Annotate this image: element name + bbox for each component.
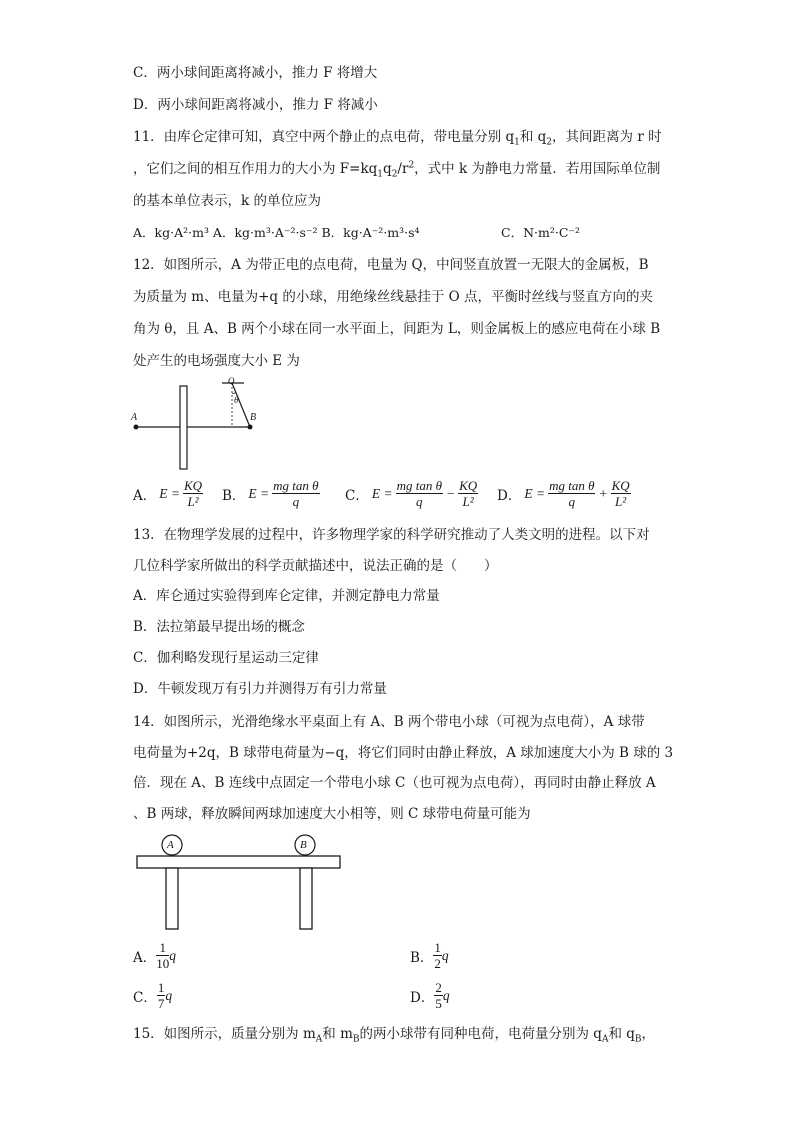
q12-opt-c-op: −: [445, 485, 456, 501]
q14-opt-d-frac: [434, 980, 443, 1011]
q15-sub-ma: A: [315, 1034, 323, 1045]
q11-sub-2: 2: [546, 137, 553, 148]
q11-text-1a: 11．由库仑定律可知，真空中两个静止的点电荷，带电量分别 q: [133, 129, 515, 145]
q15-text-c: 的两小球带有同种电荷，电荷量分别为 q: [359, 1026, 602, 1042]
q15-text-e: ，: [641, 1026, 655, 1042]
q15-text-d: 和 q: [608, 1026, 635, 1042]
q12-line-3: 角为 θ，且 A、B 两个小球在同一水平面上，间距为 L，则金属板上的感应电荷在小球 B: [133, 321, 661, 337]
fig12-label-theta: θ: [234, 395, 239, 405]
q14-opt-b-label: B．: [410, 949, 434, 966]
q14-opt-d-num: 2: [435, 980, 442, 995]
q15-sub-mb: B: [352, 1034, 360, 1045]
q15-text-b: 和 m: [322, 1026, 353, 1042]
q14-opt-b-var: q: [441, 947, 449, 963]
q14-opt-b-frac: [433, 940, 442, 971]
q14-option-c: [133, 980, 172, 1011]
q12-opt-c-label: C．: [345, 487, 369, 504]
q11-text-2c: ，式中 k 为静电力常量．若用国际单位制: [414, 161, 661, 177]
q14-line-2: 电荷量为+2q，B 球带电荷量为−q，将它们同时由静止释放，A 球加速度大小为 B 球的 3: [133, 745, 674, 761]
q12-opt-d-op: +: [598, 485, 608, 501]
q11-option-c: C．N·m²·C⁻²: [501, 225, 580, 240]
q12-line-4: 处产生的电场强度大小 E 为: [133, 353, 300, 369]
q12-opt-c-lhs: E =: [371, 485, 393, 501]
table-leg-left: [166, 868, 178, 929]
q14-opt-a-num: 1: [156, 940, 169, 956]
q10-option-d: D．两小球间距离将减小，推力 F 将减小: [133, 97, 378, 113]
q12-opt-d-lhs: E =: [524, 485, 546, 501]
q12-opt-b-label: B．: [222, 487, 246, 504]
q12-opt-a-den: L²: [187, 494, 199, 509]
q12-opt-d-num2: KQ: [611, 478, 630, 493]
q12-opt-b-num: mg tan θ: [273, 478, 319, 493]
q13-option-a: A．库仑通过实验得到库仑定律，并测定静电力常量: [133, 588, 440, 604]
q12-opt-a-label: A．: [133, 487, 157, 504]
q14-line-4: 、B 两球，释放瞬间两球加速度大小相等，则 C 球带电荷量可能为: [133, 806, 531, 822]
q12-opt-a-lhs: E =: [159, 485, 180, 501]
q14-opt-d-var: q: [442, 987, 450, 1003]
fig12-label-b: B: [250, 412, 257, 423]
q14-opt-d-label: D．: [410, 989, 435, 1006]
q14-opt-a-var: q: [169, 947, 176, 963]
q10-option-c: C．两小球间距离将减小，推力 F 将增大: [133, 65, 378, 81]
q11-text-1c: ，其间距离为 r 时: [552, 129, 662, 145]
q15-text-a: 15．如图所示，质量分别为 m: [133, 1026, 316, 1042]
q14-opt-c-label: C．: [133, 989, 157, 1006]
q12-opt-d-den: q: [568, 494, 575, 509]
q11-sup-1: 2: [408, 160, 415, 171]
q15-sub-qb: B: [634, 1034, 642, 1045]
q14-opt-c-den: 7: [157, 996, 165, 1011]
q14-opt-a-frac: [156, 940, 169, 971]
q11-options: A．kg·A²·m³ A．kg·m³·A⁻²·s⁻² B．kg·A⁻²·m³·s⁴: [133, 225, 420, 240]
q15-sub-qa: A: [601, 1034, 609, 1045]
q12-opt-c-num: mg tan θ: [396, 478, 442, 493]
q14-opt-b-den: 2: [434, 956, 441, 971]
q11-text-1b: 和 q: [519, 129, 547, 145]
q12-line-2: 为质量为 m、电量为+q 的小球，用绝缘丝线悬挂于 O 点，平衡时丝线与竖直方向的夹: [133, 289, 653, 305]
q11-line-3: 的基本单位表示，k 的单位应为: [133, 193, 321, 209]
q12-opt-d-num: mg tan θ: [549, 478, 595, 493]
q14-opt-a-den: 10: [156, 956, 170, 971]
q11-text-2a: ，它们之间的相互作用力的大小为 F=kq: [133, 161, 378, 177]
q12-opt-c-num2: KQ: [459, 478, 478, 493]
q13-line-1: 13．在物理学发展的过程中，许多物理学家的科学研究推动了人类文明的进程。以下对: [133, 527, 650, 543]
q14-opt-d-den: 5: [435, 996, 442, 1011]
table-top: [137, 856, 340, 868]
q12-opt-d-label: D．: [497, 487, 522, 504]
q11-line-2: ，它们之间的相互作用力的大小为 $F=kq_1q_2/r^2$，式中 k 为静电力常量．若用国际单位制: [133, 160, 661, 180]
q11-sub-1: 1: [514, 137, 520, 148]
fig12-label-o: O: [228, 376, 235, 386]
q13-option-b: B．法拉第最早提出场的概念: [133, 619, 305, 635]
q11-text-2b: /r: [397, 161, 409, 177]
q11-sub-4: 2: [391, 169, 398, 180]
q14-opt-c-frac: [157, 980, 166, 1011]
fig12-label-a: A: [131, 412, 138, 423]
q14-opt-c-num: 1: [157, 980, 165, 995]
q12-opt-a-num: KQ: [183, 478, 203, 493]
table-leg-right: [300, 868, 312, 929]
fig14-label-a: A: [167, 839, 174, 851]
q12-opt-c-den: q: [416, 494, 423, 509]
q14-line-1: 14．如图所示，光滑绝缘水平桌面上有 A、B 两个带电小球（可视为点电荷），A 球带: [133, 714, 645, 730]
q12-opt-d-den2: L²: [615, 494, 627, 509]
q14-line-3: 倍．现在 A、B 连线中点固定一个带电小球 C（也可视为点电荷），再同时由静止释放 A: [133, 775, 656, 791]
q14-opt-b-num: 1: [434, 940, 441, 955]
q12-opt-c-den2: L²: [462, 494, 474, 509]
q13-option-c: C．伽利略发现行星运动三定律: [133, 650, 319, 666]
q14-option-a: [133, 940, 176, 971]
q14-option-b: [410, 940, 449, 971]
q15-line-1: [133, 1025, 655, 1043]
q14-opt-c-var: q: [165, 987, 173, 1003]
fig14-label-b: B: [300, 839, 307, 851]
q12-line-1: 12．如图所示，A 为带正电的点电荷，电量为 Q，中间竖直放置一无限大的金属板，B: [133, 257, 649, 273]
q12-opt-b-lhs: E =: [248, 485, 270, 501]
q14-option-d: [410, 980, 450, 1011]
q14-opt-a-label: A．: [133, 949, 157, 966]
q13-option-d: D．牛顿发现万有引力并测得万有引力常量: [133, 681, 387, 697]
q13-line-2: 几位科学家所做出的科学贡献描述中，说法正确的是（ ）: [133, 558, 498, 574]
q12-opt-b-den: q: [292, 494, 300, 509]
q11-sub-3: 1: [377, 169, 384, 180]
